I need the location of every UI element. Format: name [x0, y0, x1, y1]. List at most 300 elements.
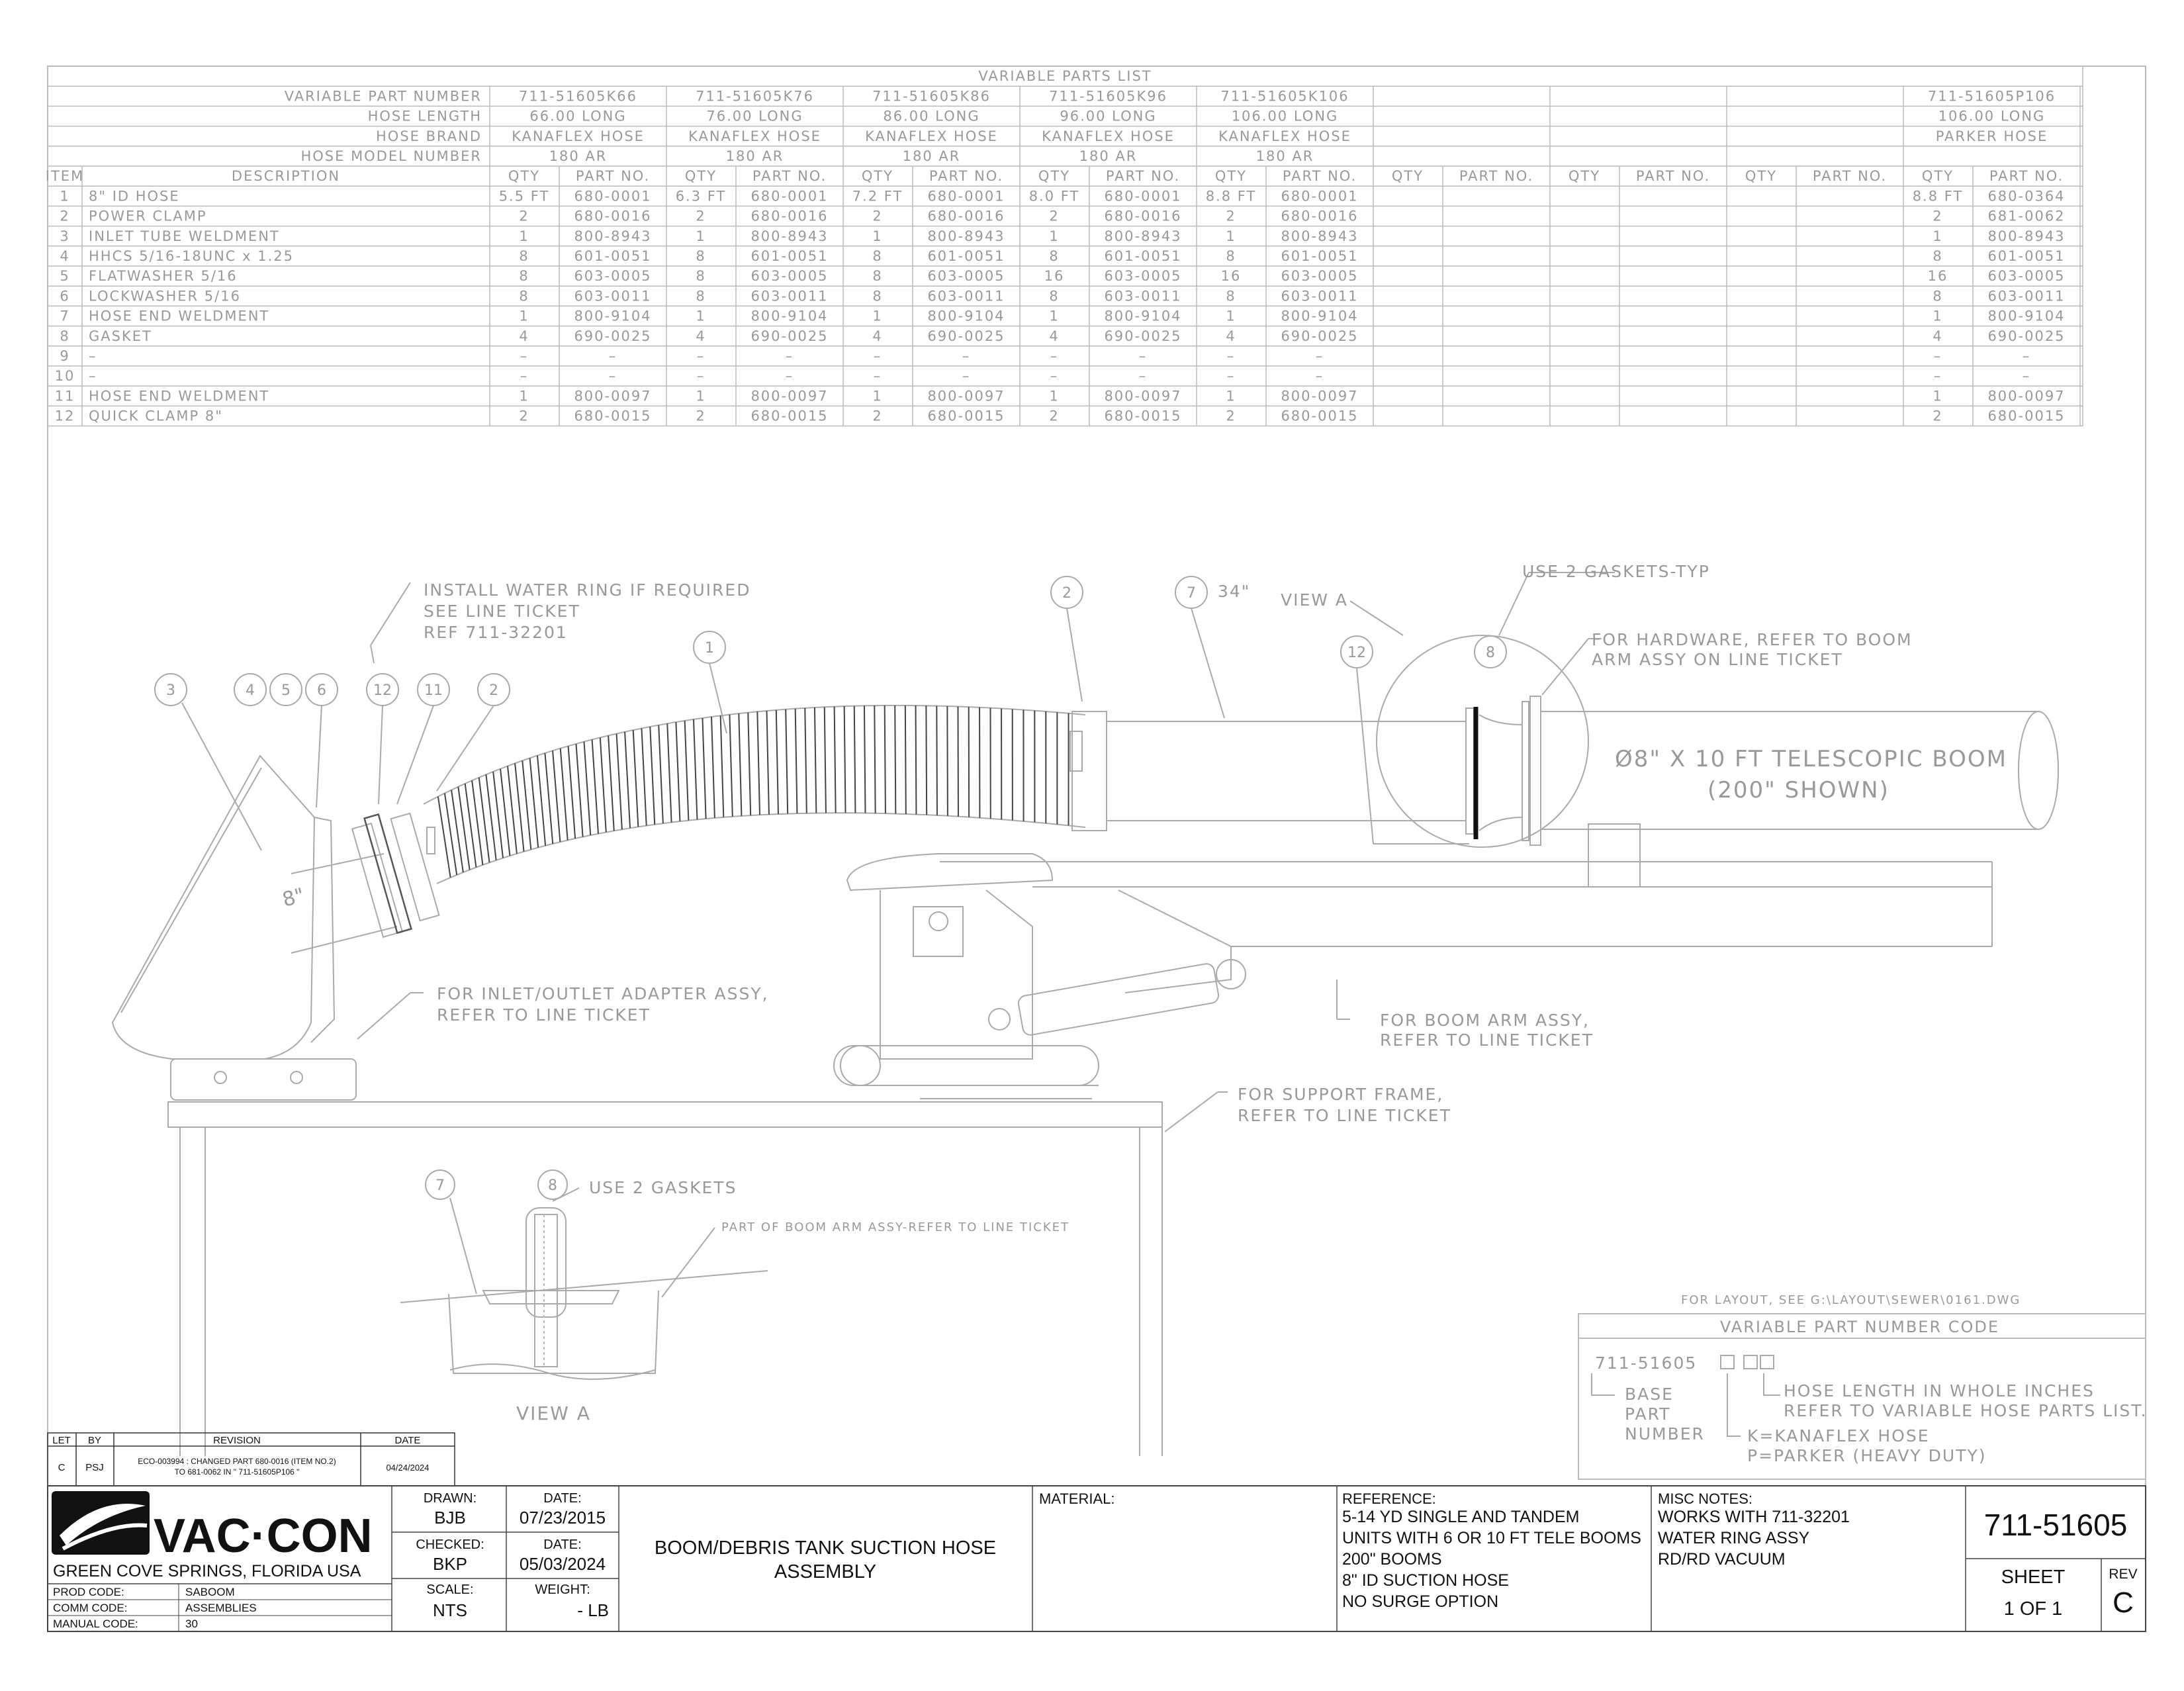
- item-part-no: 681-0062: [1987, 208, 2065, 224]
- hose-corrugation: [608, 735, 614, 831]
- comm-code-label: COMM CODE:: [53, 1602, 127, 1614]
- svg-text:6: 6: [317, 682, 326, 699]
- hose-corrugation: [721, 715, 724, 817]
- item-qty: –: [1934, 368, 1942, 384]
- variant-brand: KANAFLEX HOSE: [688, 128, 821, 144]
- item-part-no: 680-0015: [1104, 408, 1181, 424]
- variant-part_number: 711-51605K66: [519, 88, 637, 104]
- variant-length: 106.00 LONG: [1232, 109, 1339, 124]
- row-label: HOSE MODEL NUMBER: [300, 148, 482, 164]
- hose-end-weldment: [1107, 696, 1541, 845]
- item-part-no: 680-0015: [1281, 408, 1358, 424]
- variant-brand: KANAFLEX HOSE: [1042, 128, 1175, 144]
- svg-text:5: 5: [281, 682, 291, 699]
- item-part-no: 800-9104: [1987, 308, 2065, 324]
- corrugated-hose: [424, 706, 1085, 884]
- item-part-no: 800-9104: [927, 308, 1005, 324]
- hose-corrugation: [694, 719, 697, 819]
- view-a-title: VIEW A: [516, 1402, 591, 1424]
- hose-corrugation: [874, 706, 875, 813]
- item-number: 6: [60, 288, 69, 304]
- parts-list-title: VARIABLE PARTS LIST: [978, 68, 1152, 84]
- item-qty: 1: [696, 228, 705, 244]
- hose-corrugation: [854, 706, 856, 813]
- code-base-label-2: PART: [1625, 1404, 1670, 1424]
- drawn-by: BJB: [434, 1508, 466, 1528]
- item-description: LOCKWASHER 5/16: [89, 288, 241, 304]
- item-number: 11: [55, 388, 75, 404]
- item-part-no: –: [1316, 348, 1324, 364]
- item-qty: 4: [872, 328, 882, 344]
- item-qty: 2: [872, 208, 882, 224]
- item-number: 1: [60, 188, 69, 204]
- item-part-no: 603-0005: [1104, 268, 1181, 284]
- title-block: [48, 1486, 2146, 1631]
- callout-4: [234, 674, 266, 706]
- item-qty: –: [874, 348, 882, 364]
- hose-corrugation: [926, 706, 927, 815]
- hose-corrugation: [748, 713, 751, 815]
- svg-text:11: 11: [424, 682, 443, 699]
- variant-part_number: 711-51605K106: [1220, 88, 1349, 104]
- item-part-no: –: [609, 368, 617, 384]
- code-box-title: VARIABLE PART NUMBER CODE: [1720, 1318, 1999, 1336]
- item-qty: 8: [1933, 288, 1942, 304]
- rev-text-1: ECO-003994 : CHANGED PART 680-0016 (ITEM NO.2): [138, 1457, 336, 1466]
- variant-brand: KANAFLEX HOSE: [865, 128, 998, 144]
- part-no-header: PART NO.: [1283, 168, 1357, 184]
- hose-corrugation: [757, 711, 760, 815]
- item-description: GASKET: [89, 328, 152, 344]
- variant-brand: PARKER HOSE: [1936, 128, 2048, 144]
- item-part-no: –: [1139, 348, 1148, 364]
- hose-corrugation: [905, 706, 906, 814]
- item-description: –: [89, 368, 97, 384]
- checked-by: BKP: [433, 1554, 467, 1574]
- item-number: 5: [60, 268, 69, 284]
- qty-header: QTY: [508, 168, 540, 184]
- svg-text:7: 7: [435, 1177, 445, 1194]
- description-header: DESCRIPTION: [232, 168, 340, 184]
- variant-part_number: 711-51605K76: [696, 88, 814, 104]
- item-qty: 1: [1933, 308, 1942, 324]
- drawing-title-2: ASSEMBLY: [774, 1561, 876, 1582]
- item-qty: 2: [1933, 408, 1942, 424]
- callout-12b: [1341, 636, 1373, 668]
- note-hardware-2: ARM ASSY ON LINE TICKET: [1592, 650, 1843, 669]
- item-part-no: 690-0025: [751, 328, 828, 344]
- drawn-date-label: DATE:: [543, 1491, 581, 1506]
- item-qty: 8.0 FT: [1029, 188, 1080, 204]
- hose-corrugation: [515, 763, 523, 851]
- item-qty: 2: [519, 208, 529, 224]
- item-qty: 2: [1226, 208, 1236, 224]
- rev-letter: C: [2113, 1586, 2134, 1619]
- hose-corrugation: [438, 797, 451, 878]
- hose-corrugation: [835, 707, 836, 813]
- row-label: VARIABLE PART NUMBER: [285, 88, 482, 104]
- scale-label: SCALE:: [426, 1582, 473, 1597]
- hose-corrugation: [650, 727, 655, 825]
- item-part-no: 601-0051: [1281, 248, 1358, 264]
- hose-corrugation: [553, 751, 560, 842]
- svg-text:8: 8: [1486, 645, 1495, 661]
- manual-code-label: MANUAL CODE:: [53, 1618, 138, 1630]
- rev-by: PSJ: [85, 1462, 104, 1473]
- note-layout-ref: FOR LAYOUT, SEE G:\LAYOUT\SEWER\0161.DWG: [1681, 1293, 2021, 1307]
- item-part-no: 800-8943: [1281, 228, 1358, 244]
- item-qty: 8: [1226, 248, 1236, 264]
- item-qty: 2: [1933, 208, 1942, 224]
- item-qty: 2: [872, 408, 882, 424]
- part-no-header: PART NO.: [576, 168, 650, 184]
- item-qty: 1: [1226, 308, 1236, 324]
- code-brand-2: P=PARKER (HEAVY DUTY): [1747, 1446, 1987, 1465]
- item-qty: 8: [696, 288, 705, 304]
- sheet-label: SHEET: [2001, 1567, 2066, 1588]
- item-description: HOSE END WELDMENT: [89, 308, 269, 324]
- callout-11: [418, 674, 449, 706]
- note-use-2-gaskets: USE 2 GASKETS: [589, 1178, 737, 1197]
- hose-corrugation: [844, 706, 846, 813]
- qty-header: QTY: [1569, 168, 1600, 184]
- item-qty: –: [697, 348, 705, 364]
- item-qty: 8: [696, 248, 705, 264]
- inlet-tube-weldment: [113, 756, 397, 1100]
- item-qty: 2: [1049, 208, 1059, 224]
- code-hose-length-1: HOSE LENGTH IN WHOLE INCHES: [1784, 1381, 2095, 1400]
- weight-label: WEIGHT:: [535, 1582, 590, 1597]
- item-part-no: 680-0001: [574, 188, 651, 204]
- hose-corrugation: [451, 790, 463, 872]
- svg-text:12: 12: [1347, 645, 1366, 661]
- callout-7b: [426, 1170, 455, 1199]
- item-part-no: 800-9104: [1281, 308, 1358, 324]
- item-qty: 8.8 FT: [1206, 188, 1257, 204]
- checked-label: CHECKED:: [416, 1537, 484, 1552]
- item-qty: 16: [1221, 268, 1242, 284]
- svg-text:3: 3: [166, 682, 175, 699]
- item-number: 8: [60, 328, 69, 344]
- item-part-no: 680-0015: [927, 408, 1005, 424]
- item-number: 9: [60, 348, 69, 364]
- misc-note-2: WATER RING ASSY: [1658, 1529, 1810, 1547]
- item-qty: 8: [519, 288, 529, 304]
- item-qty: 8: [872, 288, 882, 304]
- item-part-no: 680-0016: [1104, 208, 1181, 224]
- hose-corrugation: [508, 766, 517, 853]
- item-qty: 16: [1044, 268, 1065, 284]
- item-qty: 1: [696, 308, 705, 324]
- qty-header: QTY: [862, 168, 893, 184]
- callout-3: [155, 674, 187, 706]
- item-qty: 7.2 FT: [852, 188, 903, 204]
- item-part-no: 603-0011: [1104, 288, 1181, 304]
- hose-corrugation: [522, 760, 531, 849]
- item-part-no: 800-8943: [751, 228, 828, 244]
- item-qty: –: [520, 348, 529, 364]
- item-part-no: –: [962, 368, 971, 384]
- item-part-no: 603-0005: [1987, 268, 2065, 284]
- item-qty: 8: [1049, 288, 1059, 304]
- item-qty: 2: [696, 208, 705, 224]
- item-qty: –: [1934, 348, 1942, 364]
- boom-label-2: (200" SHOWN): [1707, 777, 1889, 803]
- variant-part_number: 711-51605K86: [872, 88, 991, 104]
- note-water-ring-3: REF 711-32201: [424, 623, 568, 642]
- prod-code-label: PROD CODE:: [53, 1586, 124, 1598]
- view-a-callout: VIEW A: [1281, 590, 1348, 610]
- inlet-size-label: 8": [280, 884, 307, 911]
- hose-corrugation: [702, 718, 705, 819]
- revision-block: [48, 1433, 455, 1486]
- variant-part_number: 711-51605K96: [1049, 88, 1167, 104]
- hose-corrugation: [537, 756, 545, 846]
- note-inlet-adapter-1: FOR INLET/OUTLET ADAPTER ASSY,: [437, 984, 769, 1003]
- hose-corrugation: [545, 753, 553, 844]
- item-part-no: 601-0051: [927, 248, 1005, 264]
- item-qty: 2: [1226, 408, 1236, 424]
- hose-7-length: 34": [1218, 582, 1250, 601]
- item-part-no: 800-9104: [574, 308, 651, 324]
- variant-model: 180 AR: [726, 148, 784, 164]
- item-number: 10: [55, 368, 75, 384]
- item-qty: 8: [872, 248, 882, 264]
- rev-date: 04/24/2024: [386, 1463, 429, 1473]
- callout-8b: [538, 1170, 567, 1199]
- part-no-header: PART NO.: [1459, 168, 1533, 184]
- note-boom-arm-1: FOR BOOM ARM ASSY,: [1380, 1011, 1590, 1030]
- misc-notes-label: MISC NOTES:: [1658, 1490, 1752, 1507]
- item-part-no: –: [1139, 368, 1148, 384]
- variant-model: 180 AR: [1256, 148, 1314, 164]
- item-qty: 8: [519, 268, 529, 284]
- hose-corrugation: [685, 721, 689, 821]
- hose-corrugation: [796, 709, 797, 813]
- hose-corrugation: [561, 749, 568, 841]
- item-part-no: 690-0025: [1987, 328, 2065, 344]
- item-part-no: 601-0051: [1987, 248, 2065, 264]
- item-qty: 5.5 FT: [499, 188, 550, 204]
- item-part-no: 603-0011: [751, 288, 828, 304]
- hose-corrugation: [600, 737, 606, 832]
- item-description: QUICK CLAMP 8": [89, 408, 223, 424]
- item-part-no: 680-0016: [1281, 208, 1358, 224]
- svg-text:7: 7: [1187, 585, 1196, 602]
- item-header: ITEM: [46, 168, 84, 184]
- checked-date-label: DATE:: [543, 1537, 581, 1552]
- variant-model: 180 AR: [903, 148, 961, 164]
- hose-corrugation: [530, 758, 539, 847]
- part-number-code-box: [1578, 1314, 2148, 1479]
- item-qty: –: [520, 368, 529, 384]
- note-inlet-adapter-2: REFER TO LINE TICKET: [437, 1005, 651, 1025]
- hose-corrugation: [576, 744, 582, 837]
- item-qty: 1: [872, 308, 882, 324]
- item-part-no: 690-0025: [927, 328, 1005, 344]
- item-qty: –: [1227, 348, 1236, 364]
- rev-text-2: TO 681-0062 IN " 711-51605P106 ": [175, 1467, 300, 1477]
- item-qty: 1: [1226, 388, 1236, 404]
- item-part-no: 680-0015: [751, 408, 828, 424]
- svg-text:8: 8: [548, 1177, 557, 1194]
- svg-text:4: 4: [246, 682, 255, 699]
- callout-12: [367, 674, 398, 706]
- item-part-no: 601-0051: [1104, 248, 1181, 264]
- item-part-no: 800-9104: [751, 308, 828, 324]
- hose-corrugation: [936, 706, 937, 815]
- note-boom-arm-2: REFER TO LINE TICKET: [1380, 1030, 1594, 1050]
- variant-brand: KANAFLEX HOSE: [512, 128, 645, 144]
- item-part-no: –: [609, 348, 617, 364]
- item-number: 3: [60, 228, 69, 244]
- svg-text:1: 1: [705, 640, 714, 657]
- item-qty: 1: [696, 388, 705, 404]
- hose-corrugation: [864, 706, 866, 813]
- hose-corrugation: [916, 706, 917, 814]
- hose-corrugation: [767, 711, 769, 815]
- qty-header: QTY: [685, 168, 717, 184]
- item-qty: 1: [1933, 228, 1942, 244]
- boom-label-1: Ø8" X 10 FT TELESCOPIC BOOM: [1615, 746, 2007, 772]
- drawing-number: 711-51605: [1984, 1508, 2128, 1542]
- item-qty: 2: [519, 408, 529, 424]
- hose-corrugation: [739, 713, 741, 816]
- variant-length: 66.00 LONG: [529, 109, 626, 124]
- item-qty: 1: [1226, 228, 1236, 244]
- item-qty: 4: [1226, 328, 1236, 344]
- item-part-no: 800-0097: [927, 388, 1005, 404]
- note-use-2-gaskets-typ: USE 2 GASKETS-TYP: [1522, 562, 1710, 581]
- drawing-title-1: BOOM/DEBRIS TANK SUCTION HOSE: [655, 1537, 996, 1559]
- item-part-no: –: [2023, 368, 2031, 384]
- callout-1: [694, 631, 725, 663]
- item-qty: 1: [1933, 388, 1942, 404]
- view-a-section: [400, 1178, 1069, 1424]
- hose-corrugation: [676, 722, 680, 821]
- item-number: 7: [60, 308, 69, 324]
- rev-label: REV: [2109, 1567, 2137, 1582]
- part-no-header: PART NO.: [1813, 168, 1887, 184]
- item-qty: 6.3 FT: [676, 188, 727, 204]
- hose-corrugation: [667, 723, 671, 822]
- note-support-frame-2: REFER TO LINE TICKET: [1238, 1106, 1451, 1125]
- item-qty: 8: [1933, 248, 1942, 264]
- variant-length: 76.00 LONG: [706, 109, 803, 124]
- hose-corrugation: [711, 717, 715, 818]
- reference-label: REFERENCE:: [1342, 1490, 1436, 1507]
- variant-model: 180 AR: [549, 148, 608, 164]
- hose-corrugation: [825, 707, 826, 813]
- reference-1: 5-14 YD SINGLE AND TANDEM: [1342, 1508, 1579, 1526]
- item-part-no: 800-8943: [574, 228, 651, 244]
- hose-corrugation: [625, 732, 630, 828]
- item-qty: 1: [1049, 388, 1059, 404]
- item-part-no: 601-0051: [751, 248, 828, 264]
- variant-length: 106.00 LONG: [1938, 109, 2046, 124]
- part-no-header: PART NO.: [1989, 168, 2064, 184]
- item-part-no: 680-0015: [1987, 408, 2065, 424]
- hose-corrugation: [592, 739, 598, 833]
- part-no-header: PART NO.: [929, 168, 1003, 184]
- rev-header-date: DATE: [395, 1435, 421, 1446]
- item-part-no: 680-0001: [1104, 188, 1181, 204]
- item-qty: 8: [872, 268, 882, 284]
- hose-corrugation: [641, 728, 646, 825]
- inlet-clamps: [352, 813, 439, 937]
- item-qty: 4: [519, 328, 529, 344]
- hose-corrugation: [729, 715, 732, 817]
- item-part-no: 603-0011: [1281, 288, 1358, 304]
- item-part-no: 603-0005: [927, 268, 1005, 284]
- item-description: POWER CLAMP: [89, 208, 207, 224]
- item-qty: 1: [872, 228, 882, 244]
- item-qty: –: [697, 368, 705, 384]
- prod-code: SABOOM: [185, 1586, 235, 1598]
- note-water-ring-1: INSTALL WATER RING IF REQUIRED: [424, 580, 751, 600]
- vac-con-logo: [52, 1491, 373, 1563]
- note-support-frame-1: FOR SUPPORT FRAME,: [1238, 1085, 1443, 1104]
- scale: NTS: [433, 1600, 467, 1620]
- note-part-of-boom-arm: PART OF BOOM ARM ASSY-REFER TO LINE TICKET: [721, 1220, 1069, 1234]
- item-qty: 16: [1928, 268, 1948, 284]
- item-qty: 2: [696, 408, 705, 424]
- item-part-no: 680-0001: [1281, 188, 1358, 204]
- checked-date: 05/03/2024: [520, 1554, 606, 1574]
- item-part-no: –: [2023, 348, 2031, 364]
- item-qty: –: [1227, 368, 1236, 384]
- item-part-no: 680-0016: [574, 208, 651, 224]
- row-label: HOSE LENGTH: [368, 109, 482, 124]
- variant-model: 180 AR: [1079, 148, 1138, 164]
- svg-text:2: 2: [489, 682, 498, 699]
- hose-corrugation: [786, 709, 788, 814]
- item-part-no: –: [786, 348, 794, 364]
- item-part-no: 800-8943: [927, 228, 1005, 244]
- item-description: INLET TUBE WELDMENT: [89, 228, 280, 244]
- hose-corrugation: [885, 706, 886, 813]
- boom-arm: [834, 824, 1992, 1099]
- callout-2: [478, 674, 510, 706]
- part-no-header: PART NO.: [1636, 168, 1710, 184]
- item-part-no: 680-0001: [751, 188, 828, 204]
- item-description: FLATWASHER 5/16: [89, 268, 238, 284]
- hose-corrugation: [569, 746, 576, 839]
- qty-header: QTY: [1215, 168, 1247, 184]
- item-part-no: 800-0097: [751, 388, 828, 404]
- item-part-no: 690-0025: [1281, 328, 1358, 344]
- item-qty: 4: [1933, 328, 1942, 344]
- item-number: 2: [60, 208, 69, 224]
- item-part-no: 800-9104: [1104, 308, 1181, 324]
- item-qty: 8: [1226, 288, 1236, 304]
- item-part-no: 800-8943: [1987, 228, 2065, 244]
- qty-header: QTY: [1392, 168, 1424, 184]
- part-no-header: PART NO.: [1106, 168, 1180, 184]
- item-qty: 4: [696, 328, 705, 344]
- weight: - LB: [577, 1600, 609, 1620]
- item-part-no: 603-0005: [574, 268, 651, 284]
- hose-corrugation: [659, 725, 663, 824]
- item-part-no: 603-0011: [1987, 288, 2065, 304]
- code-base-label-1: BASE: [1625, 1385, 1674, 1404]
- item-part-no: –: [786, 368, 794, 384]
- hose-corrugation: [947, 706, 948, 816]
- view-a-detail-circle: [1377, 635, 1588, 847]
- note-hardware-1: FOR HARDWARE, REFER TO BOOM: [1592, 630, 1913, 649]
- callout-8: [1475, 636, 1506, 668]
- qty-header: QTY: [1745, 168, 1777, 184]
